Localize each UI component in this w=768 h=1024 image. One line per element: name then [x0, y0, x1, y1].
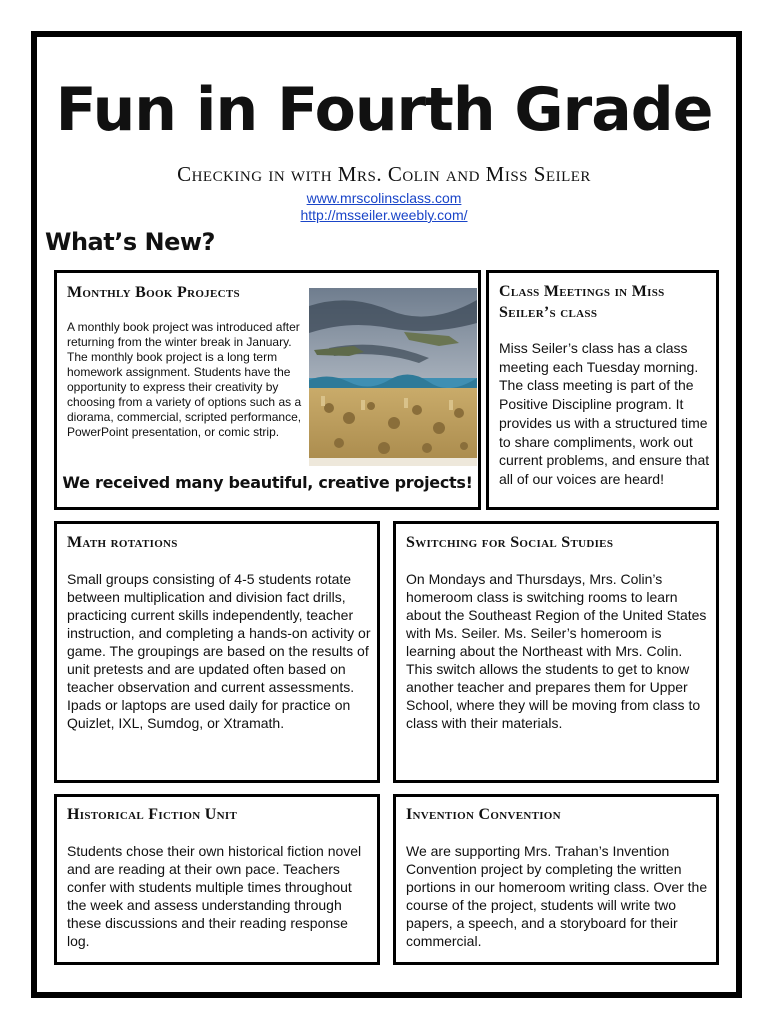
article-body: On Mondays and Thursdays, Mrs. Colin’s homeroom class is switching rooms to learn about the Southeast Region of the United States with Ms. Seiler. Ms. Seiler’s homeroom is learning about the Northeast with Mrs. Colin. This switch allows the students to get to know another teacher and prepares them for Upper School, where they will be moving from class to class with their materials.	[406, 571, 707, 731]
article-body: Students chose their own historical fiction novel and are reading at their own pace. Teachers confer with students multiple times throughout the week and assess understanding through these discussions and their reading response log.	[67, 843, 362, 949]
article-body: Small groups consisting of 4-5 students rotate between multiplication and division fact drills, practicing current skills independently, teacher instruction, and completing a hands-on activity or game. The groupings are based on the results of unit pretests and are updated often based on teacher observation and current assessments. Ipads or laptops are used daily for practice on Quizlet, IXL, Sumdog, or Xtramath.	[67, 571, 371, 731]
article-heading: Historical Fiction Unit	[67, 806, 238, 823]
article-body: A monthly book project was introduced after returning from the winter break in January. The monthly book project is a long term homework assignment. Students have the opportunity to express their creativity by choosing from a variety of options such as a diorama, commercial, scripted performance, PowerPoint presentation, or comic strip.	[67, 320, 302, 439]
section-title: What’s New?	[45, 228, 215, 256]
article-heading: Monthly Book Projects	[67, 284, 240, 301]
article-heading: Switching for Social Studies	[406, 534, 614, 551]
newsletter-title: Fun in Fourth Grade	[55, 75, 713, 145]
article-body: Miss Seiler’s class has a class meeting each Tuesday morning. The class meeting is part of the Positive Discipline program. It provides us with a structured time to share compliments, work out current problems, and ensure that all of our voices are heard!	[499, 340, 710, 487]
link-mrscolinsclass[interactable]: www.mrscolinsclass.com	[306, 190, 462, 206]
article-body: We are supporting Mrs. Trahan’s Invention Convention project by completing the written portions in our homeroom writing class. Over the course of the project, students will write two papers, a speech, and a storyboard for their commercial.	[406, 843, 708, 949]
newsletter-subtitle: Checking in with Mrs. Colin and Miss Seiler	[177, 162, 591, 186]
article-heading: Class Meetings in Miss Seiler’s class	[499, 283, 665, 321]
article-heading: Invention Convention	[406, 806, 561, 823]
article-invention-convention	[393, 794, 719, 965]
article-math-rotations	[54, 521, 380, 783]
article-monthly-book-projects	[54, 270, 481, 510]
article-social-studies	[393, 521, 719, 783]
diorama-photo	[309, 288, 477, 466]
article-heading: Math rotations	[67, 534, 178, 551]
article-class-meetings	[486, 270, 719, 510]
article-callout: We received many beautiful, creative projects!	[62, 473, 473, 492]
link-msseiler-weebly[interactable]: http://msseiler.weebly.com/	[300, 207, 468, 223]
article-historical-fiction	[54, 794, 380, 965]
